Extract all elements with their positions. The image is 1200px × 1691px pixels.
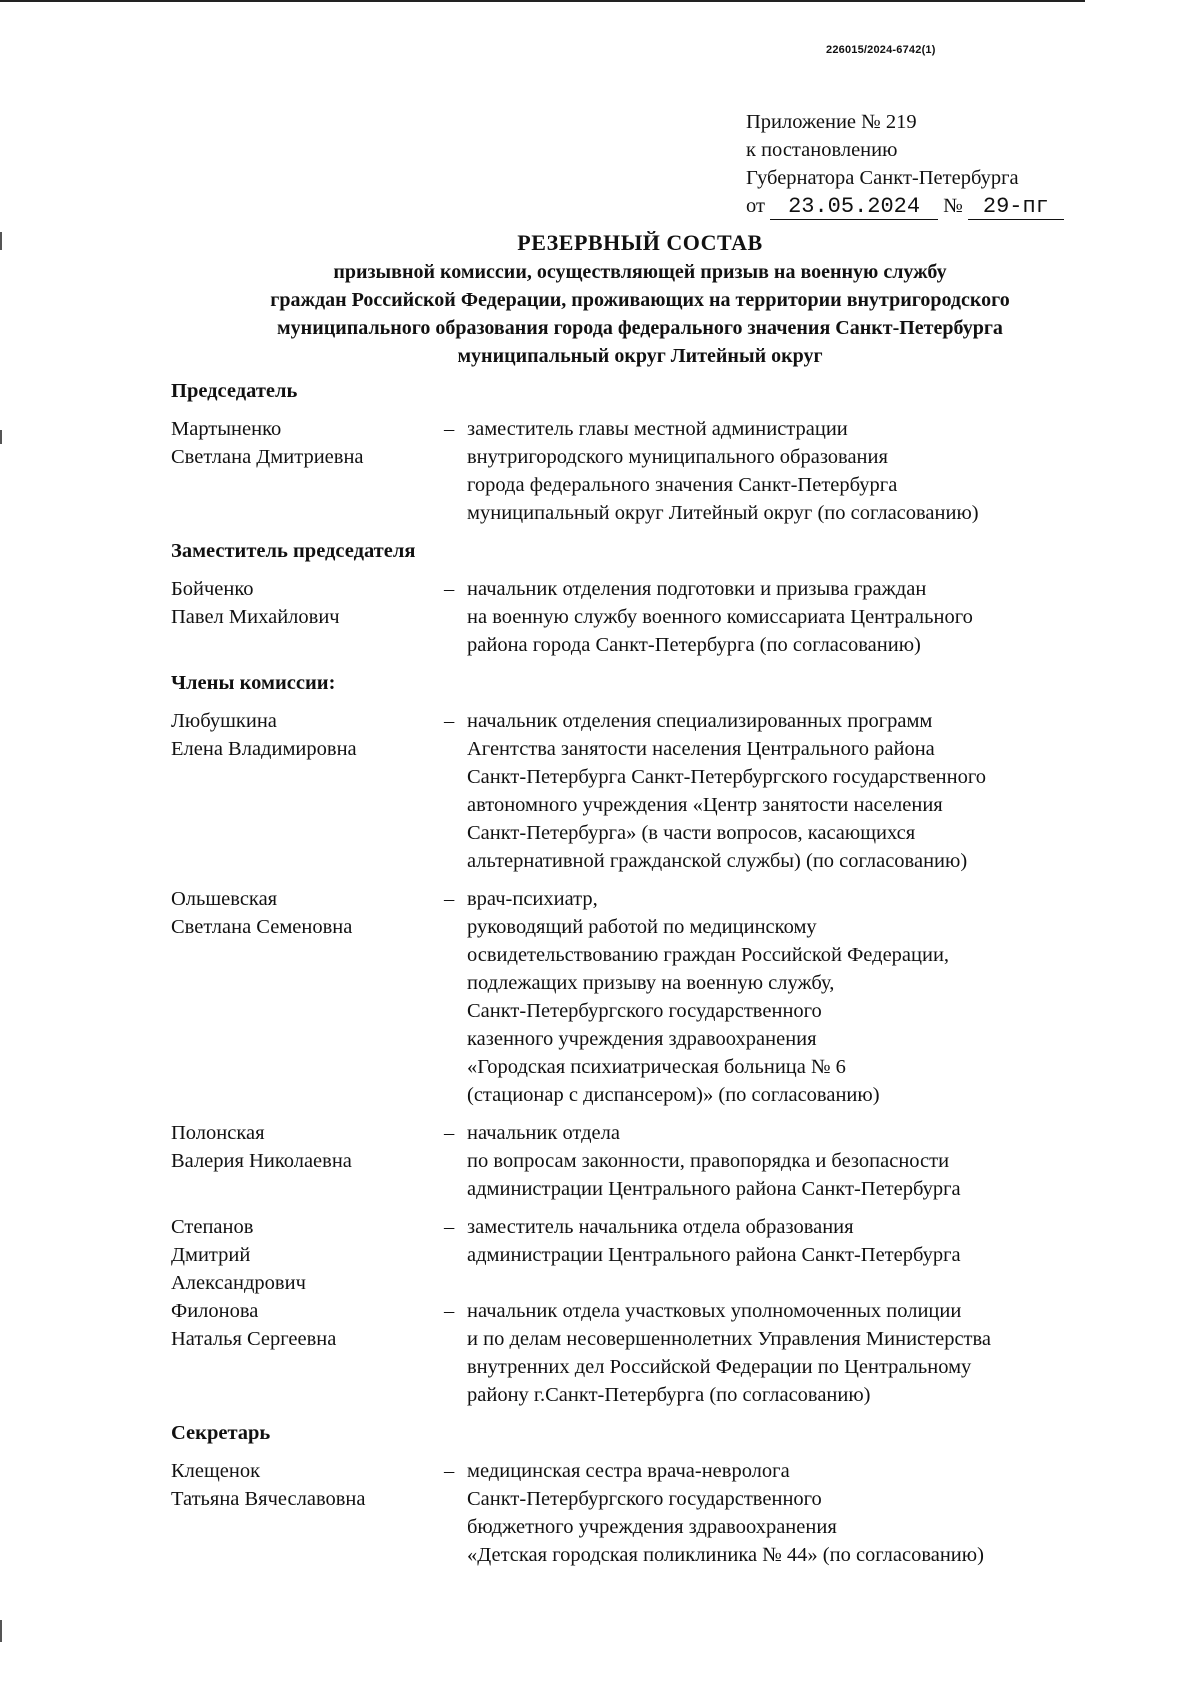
group-heading-deputy: Заместитель председателя bbox=[171, 540, 416, 562]
number-prefix: № bbox=[943, 195, 963, 217]
scan-edge-mark bbox=[0, 1620, 2, 1642]
member-name: Степанов Дмитрий Александрович bbox=[171, 1216, 306, 1294]
document-title: РЕЗЕРВНЫЙ СОСТАВ bbox=[517, 230, 763, 255]
appendix-governor: Губернатора Санкт-Петербурга bbox=[746, 167, 1019, 189]
member-entry bbox=[171, 575, 1131, 659]
date-prefix: от bbox=[746, 195, 765, 217]
top-border-line bbox=[0, 0, 1085, 2]
resolution-number: 29-пг bbox=[968, 195, 1064, 220]
member-role: начальник отделения специализированных программ Агентства занятости населения Центрального района Санкт-Петербурга Санкт-Петербургского государственного автономного учреждения «Центр занятости населения Санкт-Петербурга» (в части вопросов, касающихся альтернативной гражданской службы) (по согласованию) bbox=[467, 710, 987, 872]
commission-roster bbox=[171, 377, 1131, 1579]
subtitle-line: граждан Российской Федерации, проживающих на территории внутригородского bbox=[270, 289, 1010, 311]
appendix-block bbox=[746, 108, 1064, 220]
member-role: начальник отдела по вопросам законности, правопорядка и безопасности администрации Центрального района Санкт-Петербурга bbox=[467, 1122, 961, 1200]
appendix-number: Приложение № 219 bbox=[746, 111, 917, 133]
member-name: Клещенок Татьяна Вячеславовна bbox=[171, 1460, 366, 1510]
member-name: Любушкина Елена Владимировна bbox=[171, 710, 357, 760]
document-heading bbox=[150, 228, 1130, 370]
subtitle-line: муниципальный округ Литейный округ bbox=[457, 345, 823, 367]
member-role: начальник отдела участковых уполномоченных полиции и по делам несовершеннолетних Управления Министерства внутренних дел Российской Федерации по Центральному району г.Санкт-Петербурга (по согласованию) bbox=[467, 1300, 992, 1406]
appendix-date-line bbox=[746, 192, 1064, 220]
member-name: Ольшевская Светлана Семеновна bbox=[171, 888, 353, 938]
member-entry bbox=[171, 885, 1131, 1109]
scan-edge-mark bbox=[0, 232, 2, 250]
subtitle-line: муниципального образования города федерального значения Санкт-Петербурга bbox=[277, 317, 1003, 339]
dash-separator: – bbox=[444, 418, 455, 440]
resolution-date: 23.05.2024 bbox=[770, 195, 938, 220]
member-name: Полонская Валерия Николаевна bbox=[171, 1122, 352, 1172]
member-role: заместитель начальника отдела образования администрации Центрального района Санкт-Петербурга bbox=[467, 1216, 961, 1266]
member-entry bbox=[171, 415, 1131, 527]
dash-separator: – bbox=[444, 1460, 455, 1482]
member-name: Мартыненко Светлана Дмитриевна bbox=[171, 418, 364, 468]
dash-separator: – bbox=[444, 1216, 455, 1238]
member-role: врач-психиатр, руководящий работой по медицинскому освидетельствованию граждан Российской Федерации, подлежащих призыву на военную службу, Санкт-Петербургского государственного казенного учреждения здравоохранения «Городская психиатрическая больница № 6 (стационар с диспансером)» (по согласованию) bbox=[467, 888, 950, 1106]
member-entry bbox=[171, 1457, 1131, 1569]
dash-separator: – bbox=[444, 578, 455, 600]
appendix-to-resolution: к постановлению bbox=[746, 139, 898, 161]
scan-edge-mark bbox=[0, 430, 2, 444]
group-heading-chairman: Председатель bbox=[171, 380, 298, 402]
dash-separator: – bbox=[444, 1300, 455, 1322]
member-entry bbox=[171, 1119, 1131, 1203]
member-role: медицинская сестра врача-невролога Санкт-Петербургского государственного бюджетного учреждения здравоохранения «Детская городская поликлиника № 44» (по согласованию) bbox=[467, 1460, 984, 1566]
member-role: начальник отделения подготовки и призыва граждан на военную службу военного комиссариата Центрального района города Санкт-Петербурга (по согласованию) bbox=[467, 578, 973, 656]
group-heading-members: Члены комиссии: bbox=[171, 672, 336, 694]
member-name: Филонова Наталья Сергеевна bbox=[171, 1300, 337, 1350]
member-name: Бойченко Павел Михайлович bbox=[171, 578, 340, 628]
group-heading-secretary: Секретарь bbox=[171, 1422, 271, 1444]
member-entry bbox=[171, 707, 1131, 875]
dash-separator: – bbox=[444, 888, 455, 910]
member-entry bbox=[171, 1213, 1131, 1297]
document-registration-code: 226015/2024-6742(1) bbox=[826, 44, 936, 56]
dash-separator: – bbox=[444, 1122, 455, 1144]
member-entry bbox=[171, 1297, 1131, 1409]
dash-separator: – bbox=[444, 710, 455, 732]
member-role: заместитель главы местной администрации внутригородского муниципального образования города федерального значения Санкт-Петербурга муниципальный округ Литейный округ (по согласованию) bbox=[467, 418, 979, 524]
subtitle-line: призывной комиссии, осуществляющей призыв на военную службу bbox=[333, 261, 947, 283]
